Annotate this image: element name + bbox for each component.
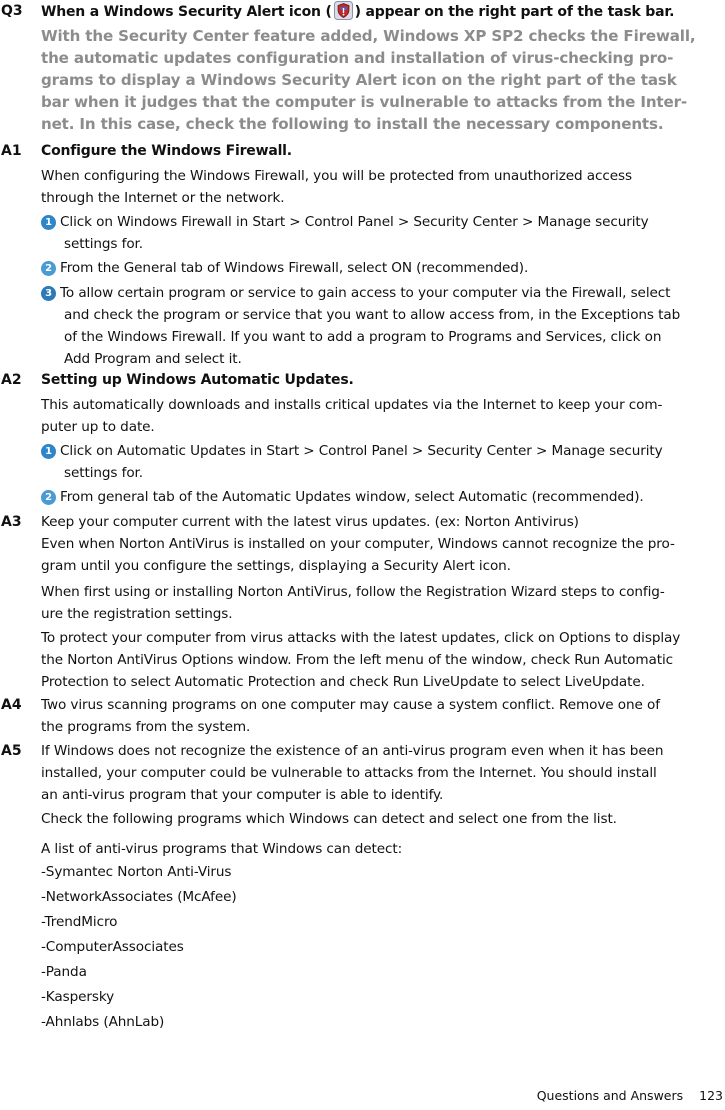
a2-step-1 [41, 440, 725, 484]
a5-line: installed, your computer could be vulnerable to attacks from the Internet. You should install [41, 765, 657, 781]
a2-body [41, 394, 725, 438]
a3-para-3 [41, 627, 725, 693]
page-number: 123 [699, 1088, 723, 1103]
a1-label: A1 [1, 143, 22, 159]
step-number-badge: 2 [41, 490, 56, 505]
q3-title-after: ) appear on the right part of the task bar. [354, 4, 675, 20]
a1-title: Configure the Windows Firewall. [41, 143, 292, 159]
step-text: From the General tab of Windows Firewall, select ON (recommended). [60, 260, 529, 276]
a2-body-line: This automatically downloads and installs critical updates via the Internet to keep your com- [41, 397, 663, 413]
q3-intro-line: net. In this case, check the following to install the necessary components. [41, 115, 664, 133]
a5-line: an anti-virus program that your computer is able to identify. [41, 787, 444, 803]
antivirus-list [41, 860, 725, 1035]
a3-line: Protection to select Automatic Protection and check Run LiveUpdate to select LiveUpdate. [41, 674, 645, 690]
a4-line: Two virus scanning programs on one computer may cause a system conflict. Remove one of [41, 697, 660, 713]
a3-line: Even when Norton AntiVirus is installed on your computer, Windows cannot recognize the pro- [41, 536, 675, 552]
a5-para-1 [41, 740, 725, 806]
a4-label: A4 [1, 697, 22, 713]
a5-line: If Windows does not recognize the existence of an anti-virus program even when it has been [41, 743, 664, 759]
step-text: and check the program or service that you want to allow access from, in the Exceptions tab [64, 307, 681, 323]
q3-intro-line: With the Security Center feature added, Windows XP SP2 checks the Firewall, [41, 27, 696, 45]
q3-intro [41, 25, 725, 135]
step-number-badge: 1 [41, 215, 56, 230]
a1-body [41, 165, 725, 209]
a3-line: ure the registration settings. [41, 606, 233, 622]
step-number-badge: 1 [41, 444, 56, 459]
q3-title [41, 1, 725, 22]
a1-step-2 [41, 257, 725, 279]
step-text: From general tab of the Automatic Updates window, select Automatic (recommended). [60, 489, 644, 505]
a2-title: Setting up Windows Automatic Updates. [41, 372, 354, 388]
a2-body-line: puter up to date. [41, 419, 155, 435]
list-item: -Panda [41, 964, 87, 980]
a1-step-1 [41, 211, 725, 255]
a2-label: A2 [1, 372, 22, 388]
q3-intro-line: bar when it judges that the computer is vulnerable to attacks from the Inter- [41, 93, 687, 111]
list-item: -TrendMicro [41, 914, 118, 930]
a4-line: the programs from the system. [41, 719, 251, 735]
step-number-badge: 3 [41, 286, 56, 301]
a3-line: Keep your computer current with the latest virus updates. (ex: Norton Antivirus) [41, 514, 579, 530]
list-item: -Ahnlabs (AhnLab) [41, 1014, 165, 1030]
a2-step-2 [41, 486, 725, 508]
a3-para-2 [41, 581, 725, 625]
list-item: -Symantec Norton Anti-Virus [41, 864, 232, 880]
step-text: of the Windows Firewall. If you want to add a program to Programs and Services, click on [64, 329, 662, 345]
a3-line: gram until you configure the settings, displaying a Security Alert icon. [41, 558, 511, 574]
step-text: Click on Windows Firewall in Start > Control Panel > Security Center > Manage security [60, 214, 649, 230]
a3-para-1 [41, 511, 725, 577]
a3-line: the Norton AntiVirus Options window. From the left menu of the window, check Run Automatic [41, 652, 674, 668]
a5-line: Check the following programs which Windows can detect and select one from the list. [41, 811, 617, 827]
list-title: A list of anti-virus programs that Windows can detect: [41, 841, 403, 857]
a4-body [41, 694, 725, 738]
a3-line: When first using or installing Norton AntiVirus, follow the Registration Wizard steps to config- [41, 584, 665, 600]
list-item: -ComputerAssociates [41, 939, 184, 955]
a3-line: To protect your computer from virus attacks with the latest updates, click on Options to display [41, 630, 681, 646]
q3-intro-line: grams to display a Windows Security Alert icon on the right part of the task [41, 71, 677, 89]
a1-body-line: When configuring the Windows Firewall, you will be protected from unauthorized access [41, 168, 632, 184]
step-number-badge: 2 [41, 261, 56, 276]
q3-title-before: When a Windows Security Alert icon ( [41, 4, 332, 20]
q3-label: Q3 [1, 3, 23, 19]
step-text: settings for. [64, 236, 143, 252]
footer-section: Questions and Answers [536, 1088, 684, 1103]
step-text: Add Program and select it. [64, 351, 242, 367]
step-text: settings for. [64, 465, 143, 481]
a1-step-3 [41, 282, 725, 370]
a5-label: A5 [1, 743, 22, 759]
windows-security-alert-icon [334, 1, 353, 20]
page-footer [537, 1088, 723, 1103]
antivirus-list-title [41, 838, 725, 860]
a3-label: A3 [1, 514, 22, 530]
q3-intro-line: the automatic updates configuration and installation of virus-checking pro- [41, 49, 674, 67]
list-item: -NetworkAssociates (McAfee) [41, 889, 237, 905]
a5-para-2 [41, 808, 725, 830]
step-text: To allow certain program or service to gain access to your computer via the Firewall, select [60, 285, 671, 301]
a1-body-line: through the Internet or the network. [41, 190, 285, 206]
step-text: Click on Automatic Updates in Start > Control Panel > Security Center > Manage security [60, 443, 663, 459]
list-item: -Kaspersky [41, 989, 115, 1005]
